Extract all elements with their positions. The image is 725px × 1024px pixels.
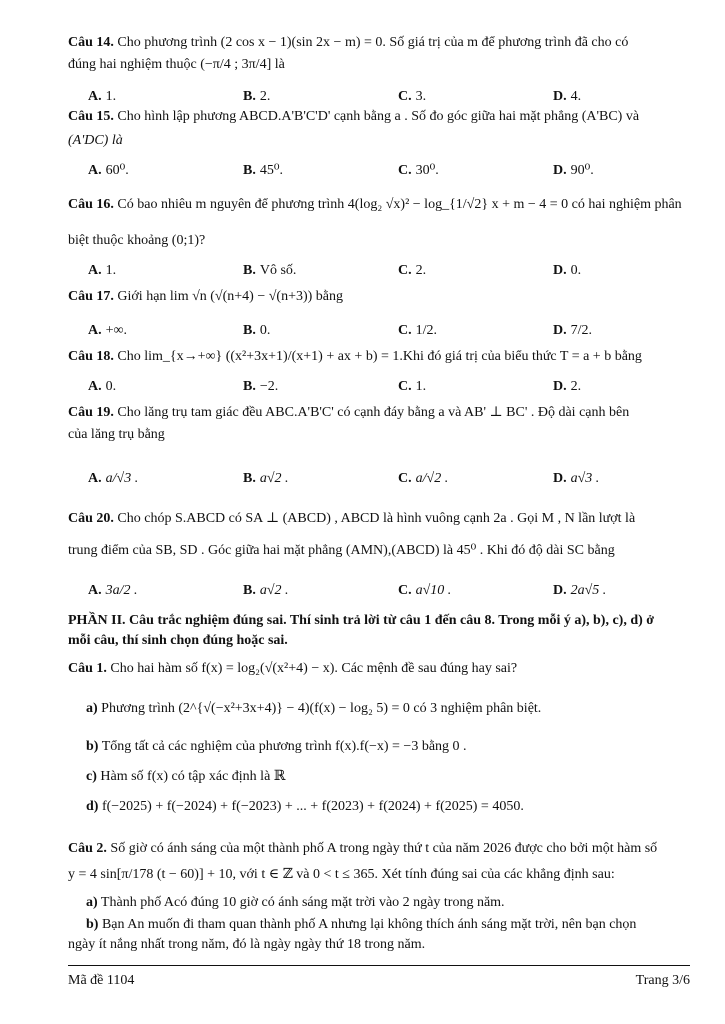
q19-options xyxy=(88,470,708,488)
item-label: a) xyxy=(86,701,98,716)
option-label: D. xyxy=(553,583,567,598)
option-value: 2. xyxy=(570,379,582,394)
q17-label: Câu 17. xyxy=(68,289,114,304)
item-label: b) xyxy=(86,739,99,754)
item-text: Bạn An muốn đi tham quan thành phố A nhưng lại không thích ánh sáng mặt trời, nên bạn chọn xyxy=(101,917,637,932)
option-value: 1. xyxy=(105,263,117,278)
p1-label: Câu 1. xyxy=(68,661,107,676)
part-2-title: PHẦN II. Câu trắc nghiệm đúng sai. Thí sinh trả lời từ câu 1 đến câu 8. Trong mỗi ý a), b), c), d) ở xyxy=(68,613,655,628)
option-value: 0. xyxy=(105,379,117,394)
option-label: B. xyxy=(243,471,256,486)
option-value: a√2 . xyxy=(259,471,289,486)
option-label: B. xyxy=(243,323,256,338)
option-label: A. xyxy=(88,89,102,104)
q18-label: Câu 18. xyxy=(68,349,114,364)
option-value: a√3 . xyxy=(570,471,600,486)
option-label: C. xyxy=(398,323,412,338)
item-text: Phương trình (2^{√(−x²+3x+4)} − 4)(f(x) − log₂ 5) = 0 có 3 nghiệm phân biệt. xyxy=(101,701,542,716)
p1-item-b xyxy=(86,738,467,756)
option-value: a/√3 . xyxy=(105,471,139,486)
option-value: 30⁰. xyxy=(415,163,439,178)
option-label: A. xyxy=(88,163,102,178)
option-label: B. xyxy=(243,583,256,598)
option-value: 7/2. xyxy=(570,323,593,338)
option-label: B. xyxy=(243,89,256,104)
option-value: 2. xyxy=(415,263,427,278)
option-value: 1/2. xyxy=(415,323,438,338)
q18-text: Cho lim_{x→+∞} ((x²+3x+1)/(x+1) + ax + b) = 1.Khi đó giá trị của biểu thức T = a + b bằng xyxy=(117,349,642,364)
q14-text2: đúng hai nghiệm thuộc (−π/4 ; 3π/4] là xyxy=(68,56,285,72)
page-footer xyxy=(68,965,690,990)
option-value: 3. xyxy=(415,89,427,104)
p2-label: Câu 2. xyxy=(68,841,107,856)
option-value: 4. xyxy=(570,89,582,104)
item-label: b) xyxy=(86,917,99,932)
option-label: B. xyxy=(243,263,256,278)
p2-tail: ngày ít nắng nhất trong năm, đó là ngày ngày thứ 18 trong năm. xyxy=(68,937,426,952)
option-value: −2. xyxy=(259,379,279,394)
item-text: Thành phố Acó đúng 10 giờ có ánh sáng mặt trời vào 2 ngày trong năm. xyxy=(100,895,505,910)
option-value: 1. xyxy=(105,89,117,104)
option-value: 1. xyxy=(415,379,427,394)
option-label: D. xyxy=(553,323,567,338)
q15-label: Câu 15. xyxy=(68,109,114,124)
option-label: C. xyxy=(398,163,412,178)
option-label: A. xyxy=(88,323,102,338)
item-label: d) xyxy=(86,799,99,814)
q15-text2: (A'DC) là xyxy=(68,132,123,148)
option-label: D. xyxy=(553,263,567,278)
page-number: Trang 3/6 xyxy=(635,973,690,988)
item-text: Tổng tất cả các nghiệm của phương trình f(x).f(−x) = −3 bằng 0 . xyxy=(101,739,467,754)
q19-text: Cho lăng trụ tam giác đều ABC.A'B'C' có cạnh đáy bằng a và AB' ⊥ BC' . Độ dài cạnh bên xyxy=(117,405,630,420)
p2-item-b xyxy=(86,916,636,934)
q14-label: Câu 14. xyxy=(68,35,114,50)
question-15 xyxy=(68,108,639,149)
option-label: A. xyxy=(88,379,102,394)
option-label: D. xyxy=(553,89,567,104)
item-label: a) xyxy=(86,895,98,910)
question-14 xyxy=(68,34,628,73)
option-label: B. xyxy=(243,379,256,394)
p2-item-a xyxy=(86,894,505,912)
p1-text: Cho hai hàm số f(x) = log₂(√(x²+4) − x). Các mệnh đề sau đúng hay sai? xyxy=(110,661,518,676)
tf-question-2 xyxy=(68,840,657,883)
option-value: 0. xyxy=(570,263,582,278)
p1-item-c xyxy=(86,768,285,786)
q18-options xyxy=(88,378,708,396)
q17-options xyxy=(88,322,708,340)
option-value: 60⁰. xyxy=(105,163,129,178)
option-label: A. xyxy=(88,583,102,598)
q16-label: Câu 16. xyxy=(68,197,114,212)
option-value: 2. xyxy=(259,89,271,104)
option-value: +∞. xyxy=(105,323,128,338)
option-label: C. xyxy=(398,89,412,104)
option-value: 0. xyxy=(259,323,271,338)
option-value: Vô số. xyxy=(259,263,297,278)
option-value: a√2 . xyxy=(259,583,289,598)
q19-label: Câu 19. xyxy=(68,405,114,420)
option-label: C. xyxy=(398,379,412,394)
q16-options xyxy=(88,262,708,280)
item-text: f(−2025) + f(−2024) + f(−2023) + ... + f(2023) + f(2024) + f(2025) = 4050. xyxy=(101,799,524,814)
p1-item-d xyxy=(86,798,524,816)
option-value: 90⁰. xyxy=(570,163,594,178)
q20-text: Cho chóp S.ABCD có SA ⊥ (ABCD) , ABCD là hình vuông cạnh 2a . Gọi M , N lần lượt là xyxy=(117,511,636,526)
option-value: a/√2 . xyxy=(415,471,449,486)
option-label: D. xyxy=(553,471,567,486)
option-label: C. xyxy=(398,583,412,598)
question-20 xyxy=(68,510,635,559)
option-label: A. xyxy=(88,471,102,486)
q20-options xyxy=(88,582,708,600)
q16-text2: biệt thuộc khoảng (0;1)? xyxy=(68,232,206,248)
question-16 xyxy=(68,196,682,249)
q14-text: Cho phương trình (2 cos x − 1)(sin 2x − m) = 0. Số giá trị của m để phương trình đã cho có xyxy=(117,35,629,50)
p2-text: Số giờ có ánh sáng của một thành phố A trong ngày thứ t của năm 2026 được cho bởi một hàm số xyxy=(110,841,658,856)
tf-question-1 xyxy=(68,660,517,678)
item-text: Hàm số f(x) có tập xác định là ℝ xyxy=(100,769,286,784)
option-label: D. xyxy=(553,163,567,178)
item-label: c) xyxy=(86,769,97,784)
part-2-heading xyxy=(68,612,654,649)
q20-text2: trung điểm của SB, SD . Góc giữa hai mặt phẳng (AMN),(ABCD) là 45⁰ . Khi đó độ dài SC bằng xyxy=(68,542,615,558)
option-label: B. xyxy=(243,163,256,178)
option-value: a√10 . xyxy=(415,583,452,598)
p1-item-a xyxy=(86,700,541,718)
exam-code: Mã đề 1104 xyxy=(68,973,135,988)
option-value: 45⁰. xyxy=(259,163,283,178)
p2-text2: y = 4 sin[π/178 (t − 60)] + 10, với t ∈ ℤ và 0 < t ≤ 365. Xét tính đúng sai của các khẳng định sau: xyxy=(68,866,615,882)
q15-text: Cho hình lập phương ABCD.A'B'C'D' cạnh bằng a . Số đo góc giữa hai mặt phẳng (A'BC) và xyxy=(117,109,640,124)
option-label: C. xyxy=(398,263,412,278)
q15-options xyxy=(88,162,708,180)
part-2-title2: mỗi câu, thí sinh chọn đúng hoặc sai. xyxy=(68,632,288,648)
q14-options xyxy=(88,88,708,106)
q19-text2: của lăng trụ bằng xyxy=(68,426,165,442)
option-label: A. xyxy=(88,263,102,278)
q16-text: Có bao nhiêu m nguyên để phương trình 4(log₂ √x)² − log_{1/√2} x + m − 4 = 0 có hai nghiệm phân xyxy=(117,197,682,212)
q20-label: Câu 20. xyxy=(68,511,114,526)
option-label: D. xyxy=(553,379,567,394)
question-19 xyxy=(68,404,629,443)
option-label: C. xyxy=(398,471,412,486)
option-value: 2a√5 . xyxy=(570,583,607,598)
question-17 xyxy=(68,288,343,306)
question-18 xyxy=(68,348,642,366)
q17-text: Giới hạn lim √n (√(n+4) − √(n+3)) bằng xyxy=(117,289,344,304)
option-value: 3a/2 . xyxy=(105,583,138,598)
